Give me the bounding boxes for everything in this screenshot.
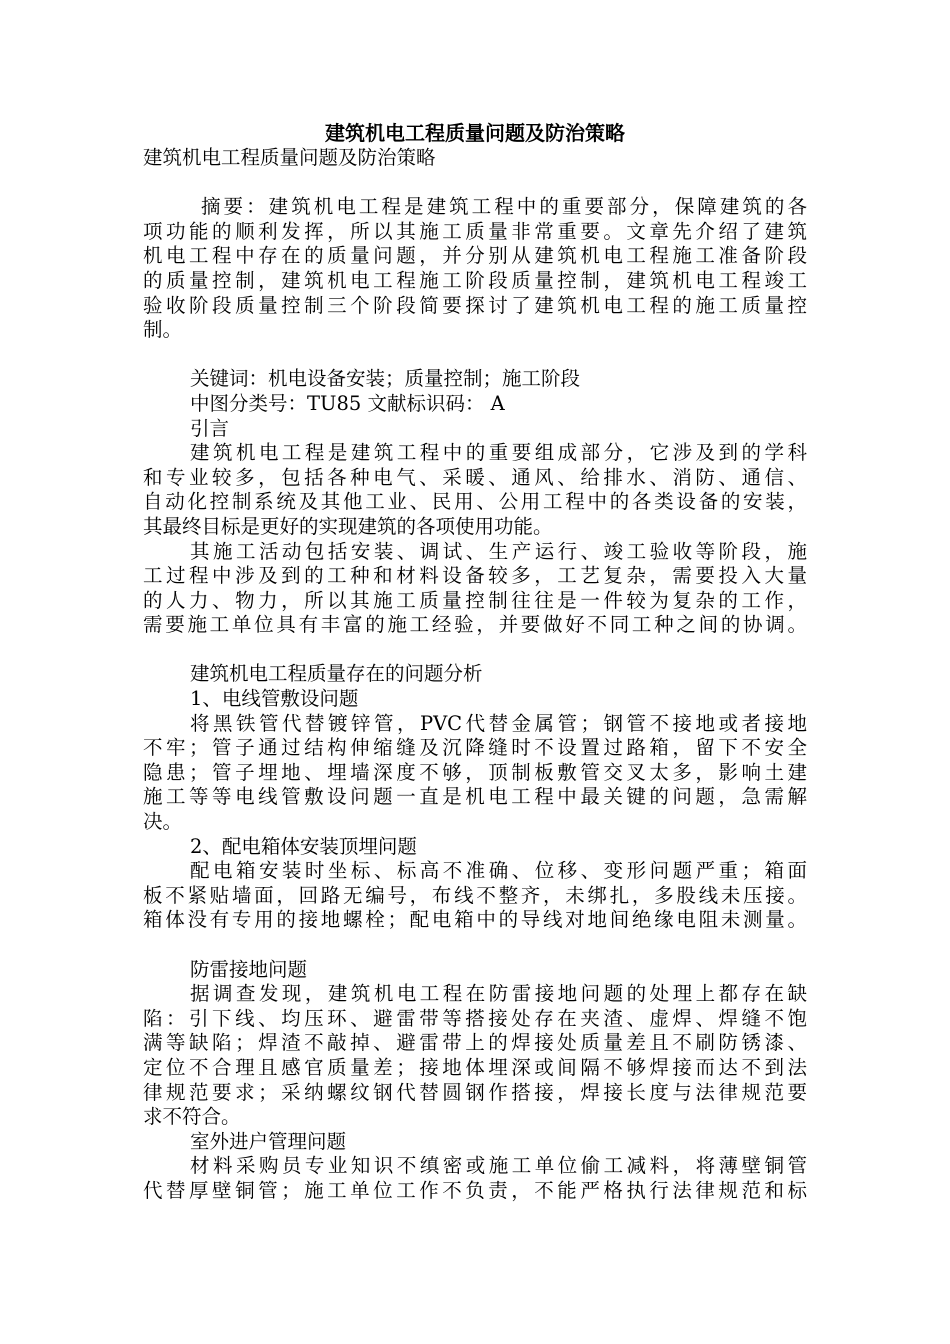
section-2-body — [143, 859, 807, 933]
section-1-body — [143, 712, 807, 835]
paragraph-line: 自动化控制系统及其他工业、民用、公用工程中的各类设备的安装， — [143, 490, 807, 514]
section-heading: 防雷接地问题 — [190, 957, 308, 981]
paragraph-line: 隐患；管子埋地、埋墙深度不够，顶制板敷管交叉太多，影响土建 — [143, 760, 807, 784]
abstract-line: 的质量控制，建筑机电工程施工阶段质量控制，建筑机电工程竣工 — [143, 268, 807, 292]
paragraph-line: 代替厚壁铜管；施工单位工作不负责，不能严格执行法律规范和标 — [143, 1178, 807, 1202]
abstract-line: 项功能的顺利发挥，所以其施工质量非常重要。文章先介绍了建筑 — [143, 219, 807, 243]
document-subtitle: 建筑机电工程质量问题及防治策略 — [143, 146, 436, 169]
paragraph-line: 决。 — [143, 810, 183, 834]
abstract-paragraph — [143, 195, 807, 343]
intro-paragraph-2 — [143, 540, 807, 638]
blank-line — [143, 638, 807, 663]
abstract-line: 验收阶段质量控制三个阶段简要探讨了建筑机电工程的施工质量控 — [143, 293, 807, 317]
paragraph-line: 需要施工单位具有丰富的施工经验，并要做好不同工种之间的协调。 — [143, 613, 807, 637]
blank-line — [143, 343, 807, 368]
paragraph-line: 其最终目标是更好的实现建筑的各项使用功能。 — [143, 514, 553, 538]
paragraph-line: 配电箱安装时坐标、标高不准确、位移、变形问题严重；箱面 — [190, 859, 807, 883]
document-title: 建筑机电工程质量问题及防治策略 — [325, 121, 625, 145]
paragraph-line: 其施工活动包括安装、调试、生产运行、竣工验收等阶段，施 — [190, 539, 807, 563]
classification-number: 中图分类号：TU85 文献标识码： A — [190, 391, 505, 415]
analysis-heading: 建筑机电工程质量存在的问题分析 — [190, 662, 483, 686]
document-body — [143, 120, 807, 1204]
section-heading: 2、配电箱体安装顶埋问题 — [190, 834, 417, 858]
paragraph-line: 材料采购员专业知识不缜密或施工单位偷工减料，将薄壁铜管 — [190, 1154, 807, 1178]
paragraph-line: 不牢；管子通过结构伸缩缝及沉降缝时不设置过路箱，留下不安全 — [143, 736, 807, 760]
section-heading: 室外进户管理问题 — [190, 1129, 347, 1153]
paragraph-line: 施工等等电线管敷设问题一直是机电工程中最关键的问题，急需解 — [143, 785, 807, 809]
paragraph-line: 满等缺陷；焊渣不敲掉、避雷带上的焊接处质量差且不刷防锈漆、 — [143, 1031, 807, 1055]
paragraph-line: 的人力、物力，所以其施工质量控制往往是一件较为复杂的工作， — [143, 588, 807, 612]
abstract-line: 摘要：建筑机电工程是建筑工程中的重要部分，保障建筑的各 — [201, 195, 807, 219]
keywords: 关键词：机电设备安装；质量控制；施工阶段 — [190, 367, 581, 391]
intro-paragraph-1 — [143, 441, 807, 539]
paragraph-line: 工过程中涉及到的工种和材料设备较多，工艺复杂，需要投入大量 — [143, 564, 807, 588]
blank-line — [143, 933, 807, 958]
paragraph-line: 定位不合理且感官质量差；接地体埋深或间隔不够焊接而达不到法 — [143, 1055, 807, 1079]
abstract-line: 机电工程中存在的质量问题，并分别从建筑机电工程施工准备阶段 — [143, 244, 807, 268]
paragraph-line: 和专业较多，包括各种电气、采暖、通风、给排水、消防、通信、 — [143, 465, 807, 489]
paragraph-line: 律规范要求；采纳螺纹钢代替圆钢作搭接，焊接长度与法律规范要 — [143, 1080, 807, 1104]
section-heading: 1、电线管敷设问题 — [190, 687, 359, 711]
paragraph-line: 将黑铁管代替镀锌管，PVC代替金属管；钢管不接地或者接地 — [190, 711, 807, 735]
blank-line — [143, 171, 807, 196]
paragraph-line: 求不符合。 — [143, 1105, 241, 1129]
paragraph-line: 建筑机电工程是建筑工程中的重要组成部分，它涉及到的学科 — [190, 441, 807, 465]
paragraph-line: 据调查发现，建筑机电工程在防雷接地问题的处理上都存在缺 — [190, 982, 807, 1006]
section-4-body — [143, 1154, 807, 1203]
abstract-line: 制。 — [143, 318, 183, 342]
section-3-body — [143, 982, 807, 1130]
paragraph-line: 板不紧贴墙面，回路无编号，布线不整齐，未绑扎，多股线未压接。 — [143, 883, 807, 907]
intro-heading: 引言 — [190, 416, 230, 440]
paragraph-line: 箱体没有专用的接地螺栓；配电箱中的导线对地间绝缘电阻未测量。 — [143, 908, 807, 932]
paragraph-line: 陷：引下线、均压环、避雷带等搭接处存在夹渣、虚焊、焊缝不饱 — [143, 1006, 807, 1030]
